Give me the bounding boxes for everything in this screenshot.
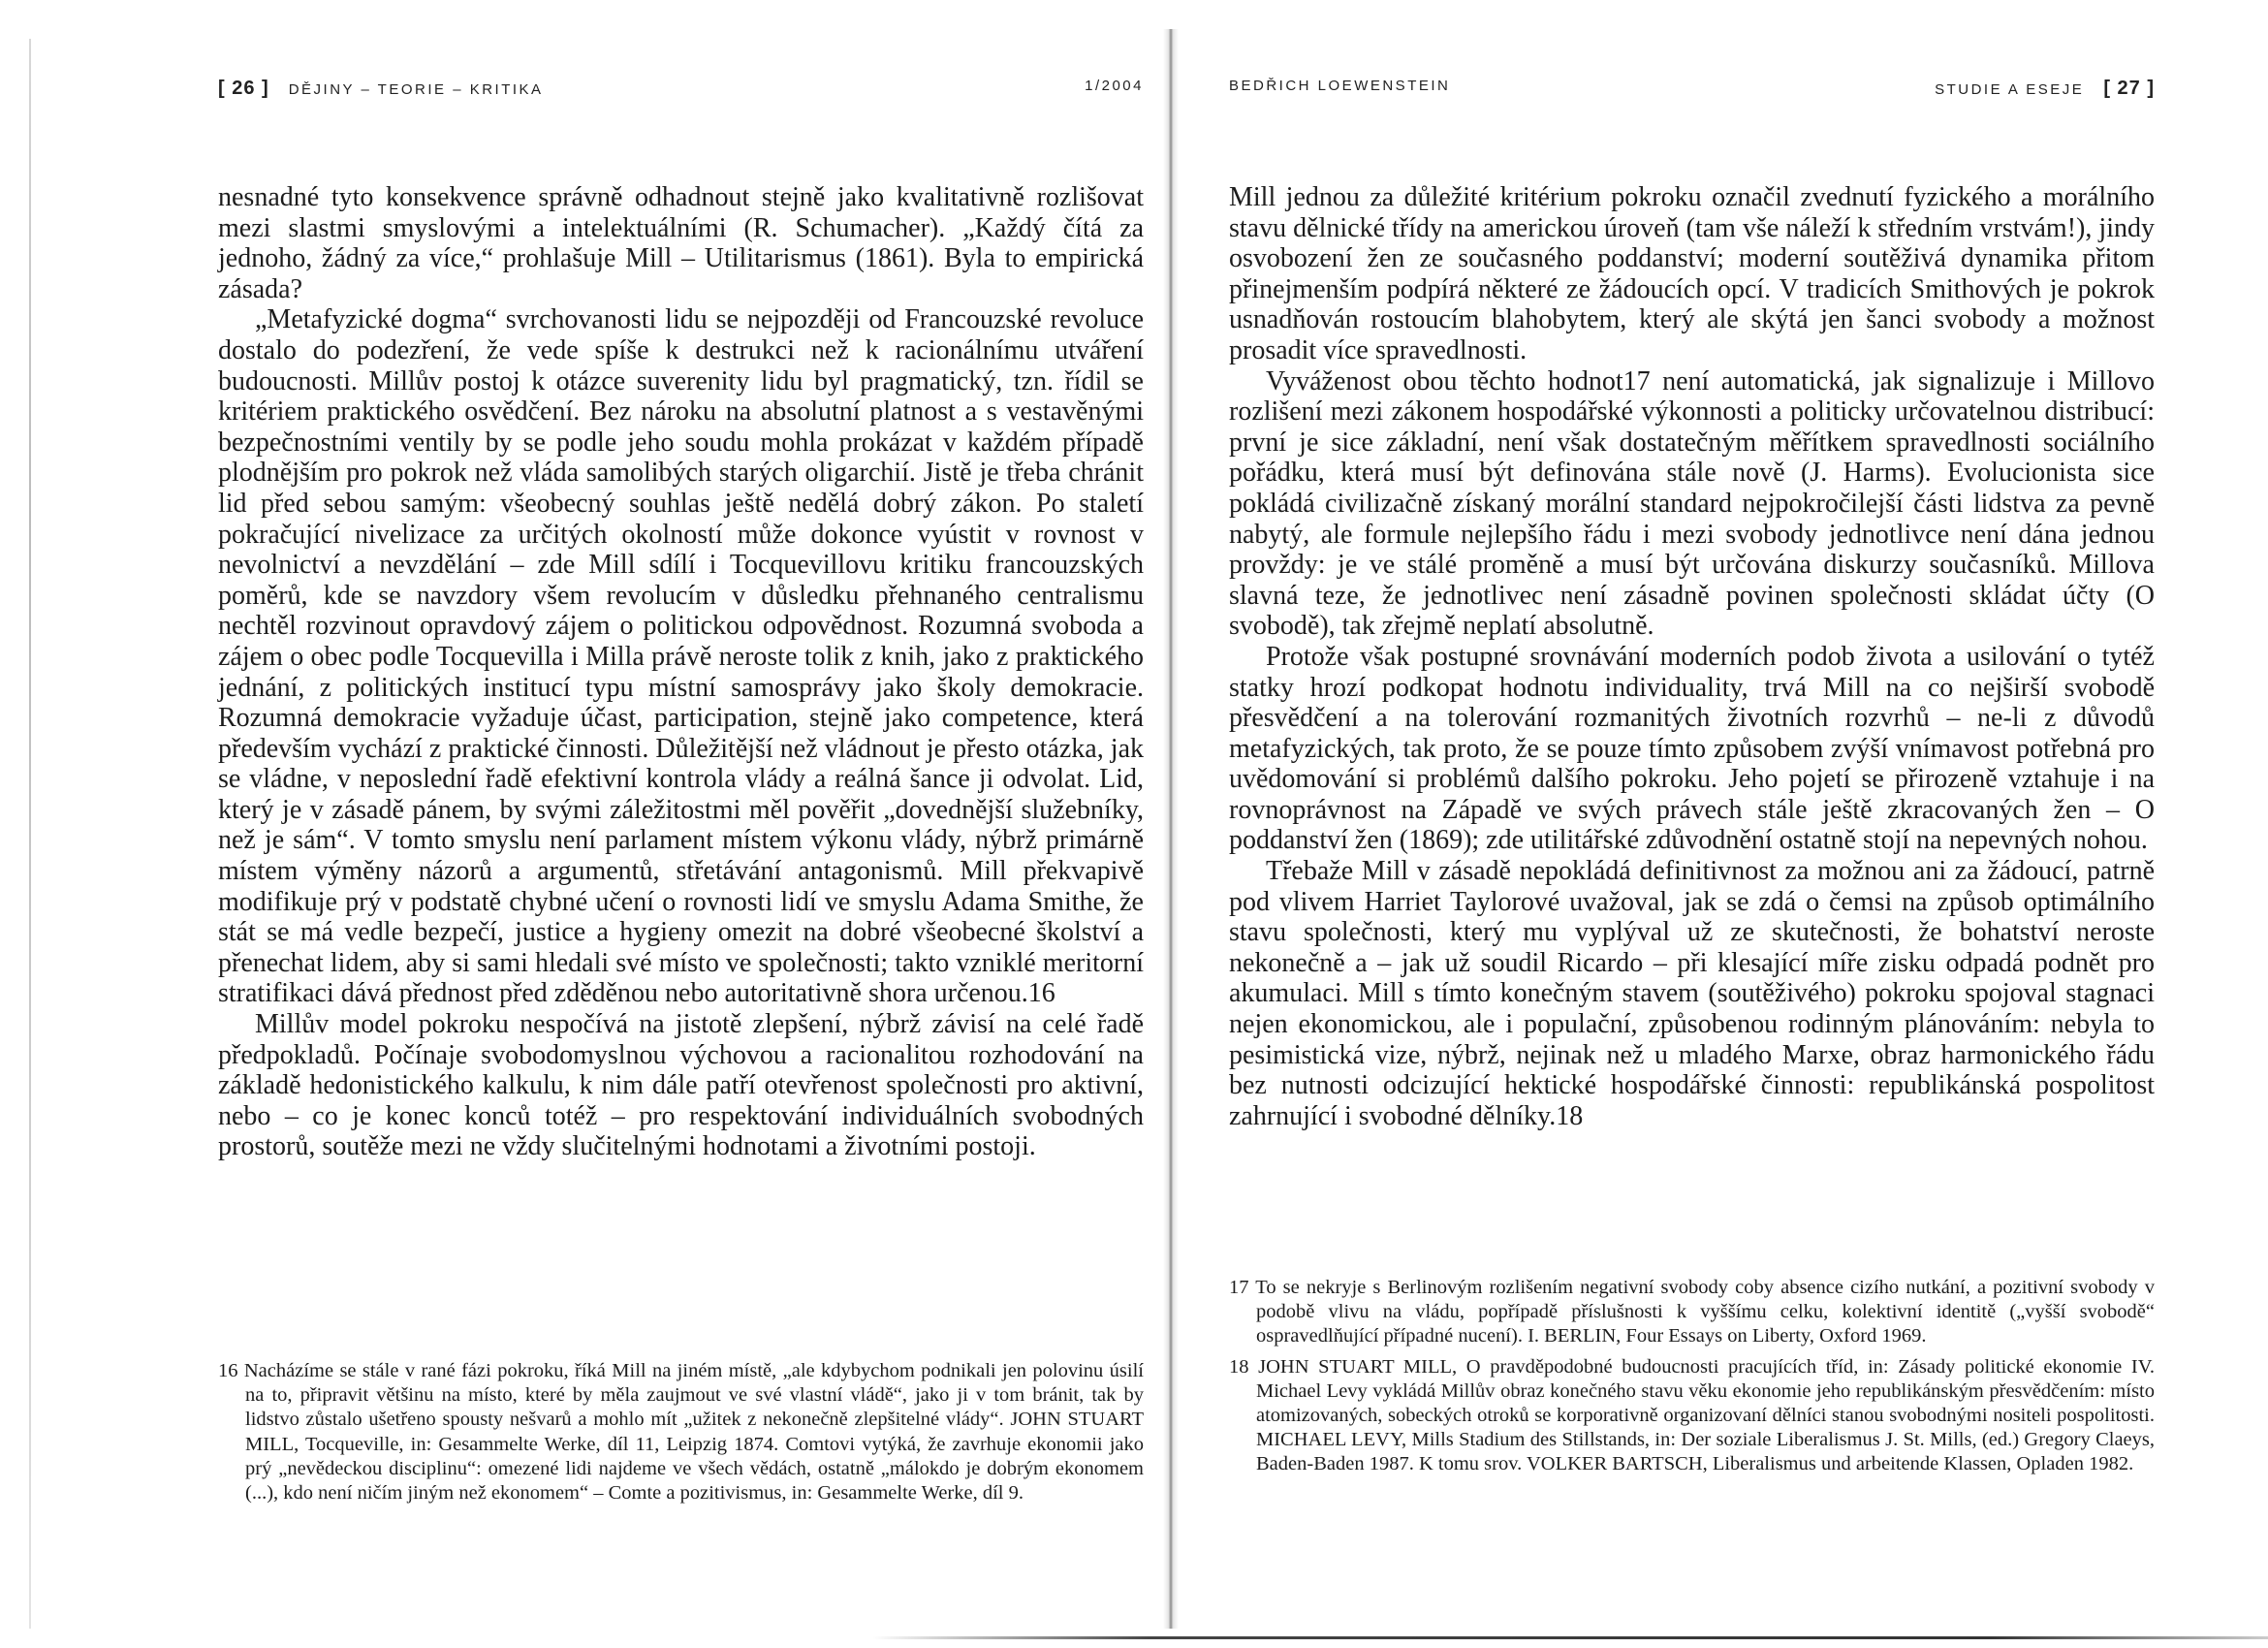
- footnote: 18 JOHN STUART MILL, O pravděpodobné budoucnosti pracujících tříd, in: Zásady politické ekonomie IV. Michael Levy vykládá Millův obraz konečného stavu věku ekonomie jeho republikánským přesvědčením: místo atomizovaných, sobeckých otroků se korporativně organizovaní dělníci stanou svobodnými nositeli pospolitosti. MICHAEL LEVY, Mills Stadium des Stillstands, in: Der soziale Liberalismus J. St. Mills, (ed.) Gregory Claeys, Baden-Baden 1987. K tomu srov. VOLKER BARTSCH, Liberalismus und arbeitende Klassen, Opladen 1982.: [1229, 1355, 2155, 1475]
- book-gutter: [1163, 29, 1179, 1629]
- footnotes-right: [1229, 1276, 2155, 1483]
- paragraph: „Metafyzické dogma“ svrchovanosti lidu se nejpozději od Francouzské revoluce dostalo do podezření, že vede spíše k destrukci než k racionálnímu utváření budoucnosti. Millův postoj k otázce suverenity lidu byl pragmatický, tzn. řídil se kritériem praktického osvědčení. Bez nároku na absolutní platnost a s vestavěnými bezpečnostními ventily by se podle jeho soudu mohla prokázat v každém případě plodnějším pro pokrok než vláda samolibých starých oligarchií. Jistě je třeba chránit lid před sebou samým: všeobecný souhlas ještě nedělá dobrý zákon. Po staletí pokračující nivelizace za určitých okolností může dokonce vyústit v rovnost v nevolnictví a nevzdělání – zde Mill sdílí i Tocquevillovu kritiku francouzských poměrů, kde se navzdory všem revolucím v důsledku přehnaného centralismu nechtěl rozvinout opravdový zájem o politickou odpovědnost. Rozumná svoboda a zájem o obec podle Tocquevilla i Milla právě neroste tolik z knih, jako z praktického jednání, z politických institucí typu místní samosprávy jako školy demokracie. Rozumná demokracie vyžaduje účast, participation, stejně jako competence, která především vychází z praktické činnosti. Důležitější než vládnout je přesto otázka, jak se vládne, v neposlední řadě efektivní kontrola vlády a reálná šance ji odvolat. Lid, který je v zásadě pánem, by svými záležitostmi měl pověřit „dovednější služebníky, než je sám“. V tomto smyslu není parlament místem výkonu vlády, nýbrž primárně místem výměny názorů a argumentů, střetávání antagonismů. Mill překvapivě modifikuje prý v podstatě chybné učení o rovnosti lidí ve smyslu Adama Smithe, že stát se má vedle bezpečí, justice a hygieny omezit na dobré všeobecné školství a přenechat lidem, aby si sami hledali své místo ve společnosti; takto vzniklé meritorní stratifikaci dává přednost před zděděnou nebo autoritativně shora určenou.16: [218, 304, 1144, 1009]
- issue-number: 1/2004: [1085, 78, 1144, 94]
- running-head-right-group: [1935, 78, 2155, 100]
- page-number: [ 26 ]: [218, 78, 269, 99]
- paragraph: Millův model pokroku nespočívá na jistotě zlepšení, nýbrž závisí na celé řadě předpokladů. Počínaje svobodomyslnou výchovou a racionalitou rozhodování na základě hedonistického kalkulu, k nim dále patří otevřenost společnosti pro aktivní, nebo – co je konec konců totéž – pro respektování individuálních svobodných prostorů, soutěže mezi ne vždy slučitelnými hodnotami a životními postoji.: [218, 1009, 1144, 1162]
- paragraph: Třebaže Mill v zásadě nepokládá definitivnost za možnou ani za žádoucí, patrně pod vlivem Harriet Taylorové uvažoval, jak se zdá o čemsi na způsob optimálního stavu společnosti, který mu vyplýval už ze skutečnosti, že bohatství neroste nekonečně a – jak už soudil Ricardo – při klesající míře zisku odpadá podnět pro akumulaci. Mill s tímto konečným stavem (soutěživého) pokroku spojoval stagnaci nejen ekonomickou, ale i populační, způsobenou rodinným plánováním: nebyla to pesimistická vize, nýbrž, nejinak než u mladého Marxe, obraz harmonického řádu bez nutnosti odcizující hektické hospodářské činnosti: republikánská pospolitost zahrnující i svobodné dělníky.18: [1229, 856, 2155, 1131]
- body-text-left: [218, 182, 1144, 1162]
- paragraph: Protože však postupné srovnávání moderních podob života a usilování o tytéž statky hrozí podkopat hodnotu individuality, trvá Mill na co nejširší svobodě přesvědčení a na tolerování rozmanitých životních rozvrhů – ne-li z důvodů metafyzických, tak proto, že se pouze tímto způsobem zvýší vnímavost potřebná pro uvědomování si problémů dalšího pokroku. Jeho pojetí se přirozeně vztahuje i na rovnoprávnost na Západě ve svých právech stále ještě zkracovaných žen – O poddanství žen (1869); zde utilitářské zdůvodnění ostatně stojí na nepevných nohou.: [1229, 641, 2155, 856]
- right-page: [1229, 0, 2155, 1648]
- journal-section: STUDIE A ESEJE: [1935, 81, 2085, 98]
- author-name: BEDŘICH LOEWENSTEIN: [1229, 78, 1451, 94]
- page-number: [ 27 ]: [2103, 78, 2155, 99]
- running-head-left: [218, 78, 1144, 107]
- journal-section: DĚJINY – TEORIE – KRITIKA: [288, 81, 544, 98]
- paragraph: nesnadné tyto konsekvence správně odhadnout stejně jako kvalitativně rozlišovat mezi slastmi smyslovými a intelektuálními (R. Schumacher). „Každý čítá za jednoho, žádný za více,“ prohlašuje Mill – Utilitarismus (1861). Byla to empirická zásada?: [218, 182, 1144, 304]
- left-page: [218, 0, 1144, 1648]
- footnote: 17 To se nekryje s Berlinovým rozlišením negativní svobody coby absence cizího nutkání, a pozitivní svobody v podobě vlivu na vládu, popřípadě příslušnosti k vyššímu celku, kolektivní identitě („vyšší svobodě“ ospravedlňující případné nucení). I. BERLIN, Four Essays on Liberty, Oxford 1969.: [1229, 1277, 2155, 1347]
- page-edge: [29, 39, 31, 1629]
- paragraph: Mill jednou za důležité kritérium pokroku označil zvednutí fyzického a morálního stavu dělnické třídy na americkou úroveň (tam vše náleží k středním vrstvám!), jindy osvobození žen ze současného poddanství; moderní soutěživá dynamika přitom přinejmenším podpírá některé ze žádoucích opcí. V tradicích Smithových je pokrok usnadňován rostoucím blahobytem, který ale skýtá jen šanci svobody a možnost prosadit více spravedlnosti.: [1229, 182, 2155, 365]
- paragraph: Vyváženost obou těchto hodnot17 není automatická, jak signalizuje i Millovo rozlišení mezi zákonem hospodářské výkonnosti a politicky určovatelnou distribucí: první je sice základní, není však dostatečným měřítkem spravedlnosti sociálního pořádku, která musí být definována stále nově (J. Harms). Evolucionista sice pokládá civilizačně získaný morální standard nejpokročilejší části lidstva za pevně nabytý, ale formule nejlepšího řádu i mezi svobody jednotlivce není dána jednou provždy: je ve stálé proměně a musí být určována diskurzy současníků. Millova slavná teze, že jednotlivec není zásadně povinen společnosti skládat účty (O svobodě), tak zřejmě neplatí absolutně.: [1229, 365, 2155, 642]
- running-head-left-group: [218, 78, 544, 100]
- footnotes-left: [218, 1359, 1144, 1511]
- footnote: 16 Nacházíme se stále v rané fázi pokroku, říká Mill na jiném místě, „ale kdybychom podnikali jen polovinu úsilí na to, připravit většinu na místo, které by měla zaujmout ve své vlastní vládě“, jako ji v tom bránit, tak by lidstvo zůstalo ušetřeno spousty nešvarů a mohlo mít „užitek z nekonečně zlepšitelné vlády“. JOHN STUART MILL, Tocqueville, in: Gesammelte Werke, díl 11, Leipzig 1874. Comtovi vytýká, že zavrhuje ekonomii jako prý „nevědeckou disciplinu“: omezené lidi najdeme ve všech vědách, ostatně „málokdo je dobrým ekonomem (...), kdo není ničím jiným než ekonomem“ – Comte a pozitivismus, in: Gesammelte Werke, díl 9.: [218, 1360, 1144, 1505]
- body-text-right: [1229, 182, 2155, 1131]
- running-head-right: [1229, 78, 2155, 107]
